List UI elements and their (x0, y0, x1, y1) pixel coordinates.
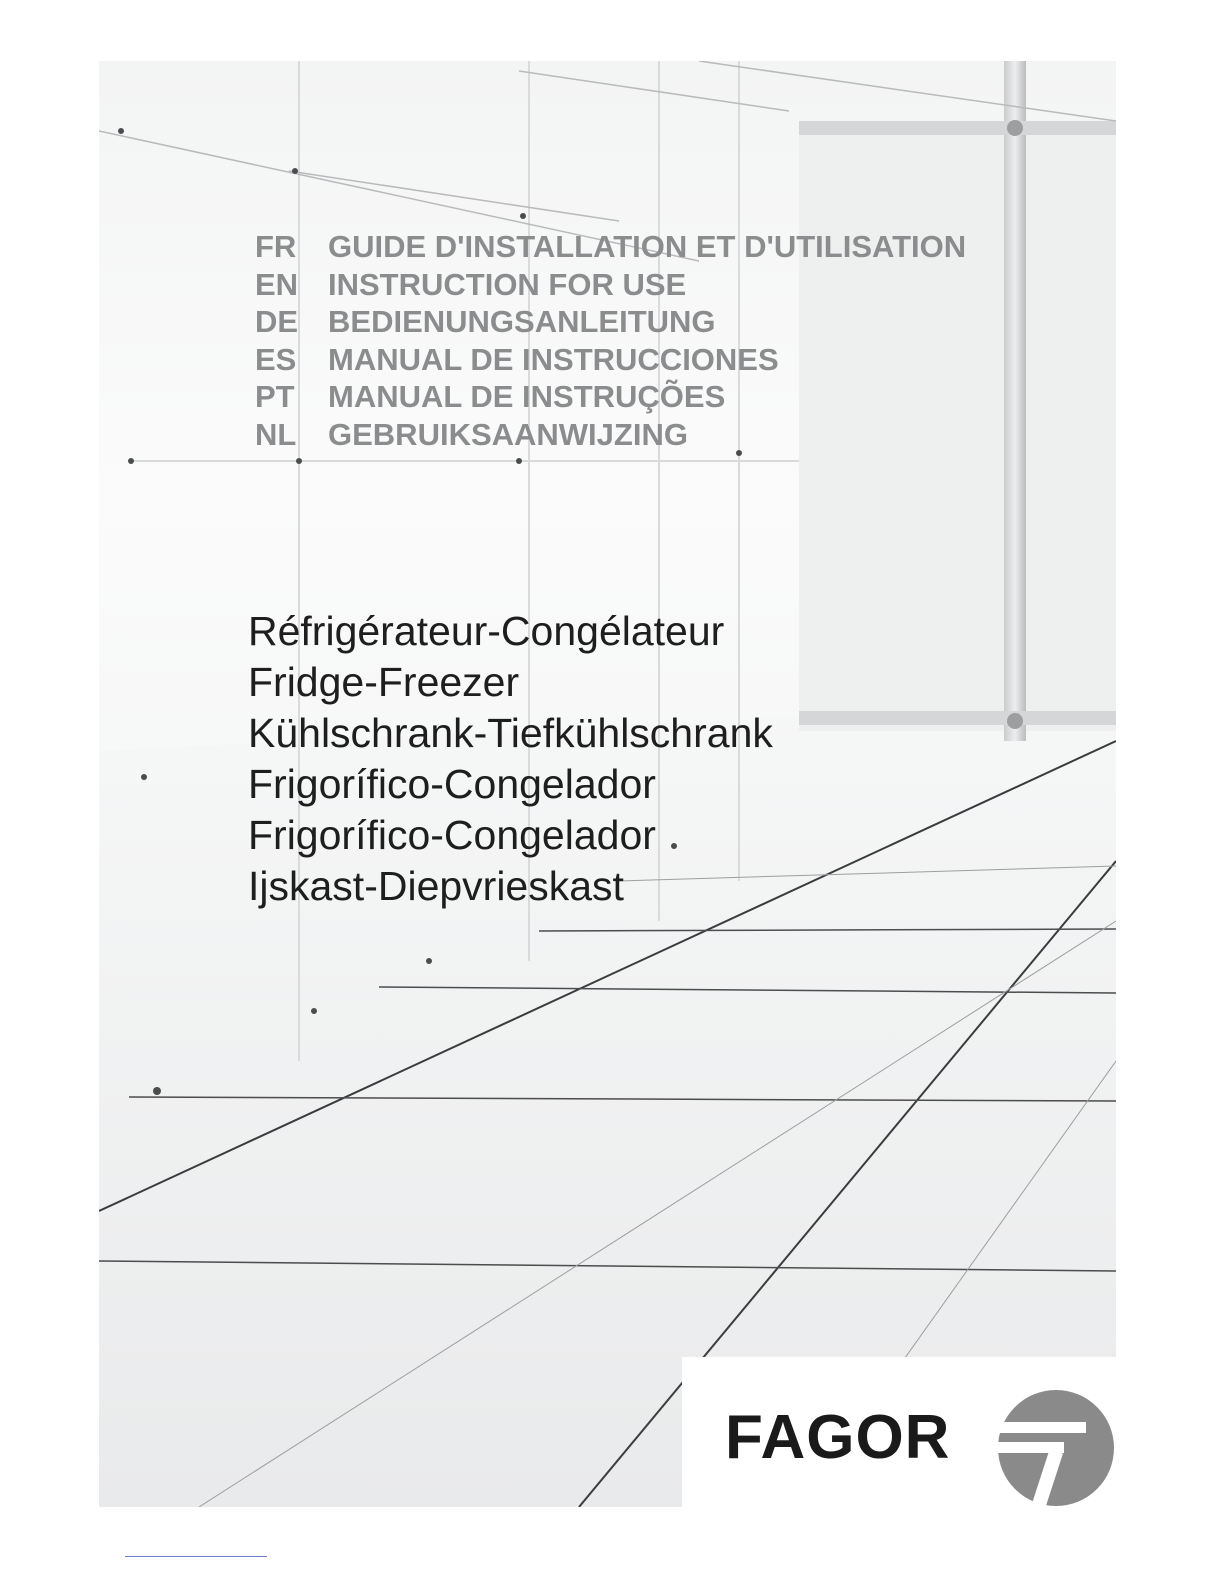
footer-rule (125, 1556, 267, 1557)
language-row (255, 228, 966, 266)
product-name: Fridge-Freezer (248, 659, 520, 705)
language-code: ES (255, 341, 297, 377)
language-titles (255, 228, 966, 453)
manual-title: BEDIENUNGSANLEITUNG (328, 304, 716, 339)
brand-wordmark: FAGOR (725, 1403, 951, 1472)
language-row (255, 416, 966, 454)
language-row (255, 341, 966, 379)
manual-title: MANUAL DE INSTRUÇÕES (328, 379, 726, 414)
product-name: Kühlschrank-Tiefkühlschrank (248, 710, 773, 756)
language-code: NL (255, 416, 297, 452)
product-name: Ijskast-Diepvrieskast (248, 863, 624, 909)
language-row (255, 378, 966, 416)
manual-title: GUIDE D'INSTALLATION ET D'UTILISATION (328, 229, 967, 264)
product-name: Réfrigérateur-Congélateur (248, 608, 725, 654)
language-row (255, 266, 966, 304)
language-row (255, 303, 966, 341)
manual-title: GEBRUIKSAANWIJZING (328, 416, 688, 452)
product-name: Frigorífico-Congelador (248, 761, 656, 807)
manual-title: INSTRUCTION FOR USE (328, 266, 687, 302)
language-code: DE (255, 304, 299, 339)
language-code: PT (255, 379, 295, 414)
manual-title: MANUAL DE INSTRUCCIONES (328, 341, 779, 377)
product-name: Frigorífico-Congelador (248, 812, 656, 858)
product-names (248, 606, 773, 912)
language-code: FR (255, 229, 297, 264)
language-code: EN (255, 266, 299, 302)
fagor-emblem-icon (990, 1386, 1115, 1511)
